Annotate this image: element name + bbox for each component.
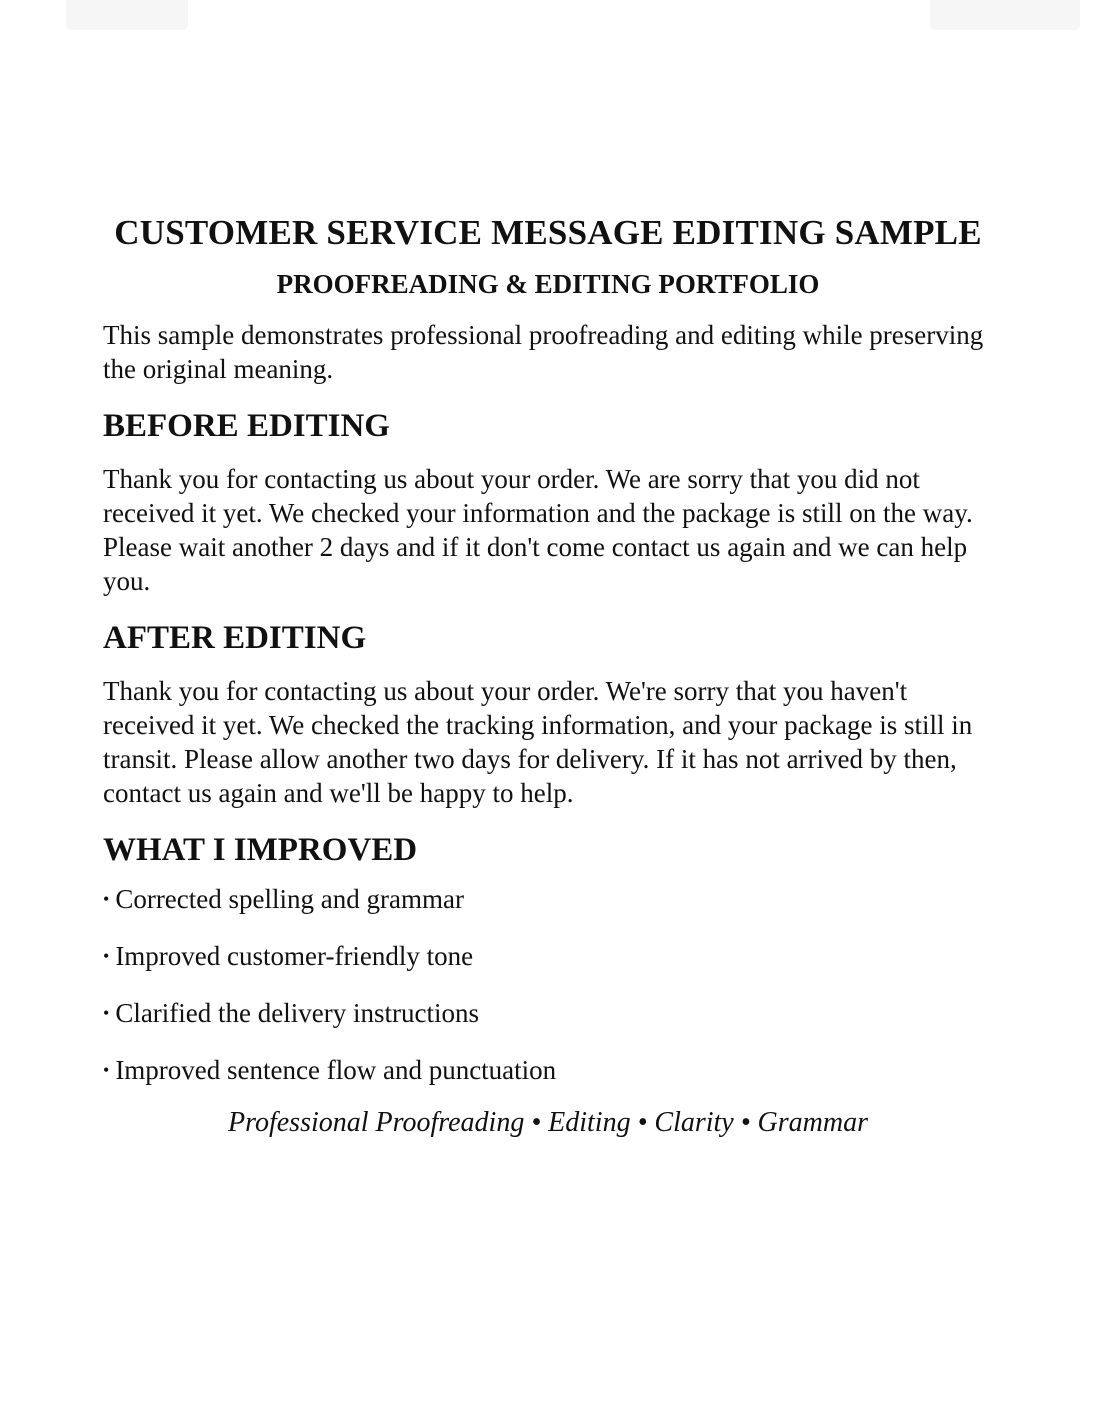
list-item (103, 1053, 993, 1090)
bullet-icon: • (103, 1003, 110, 1023)
top-left-shadow (66, 0, 188, 30)
improvements-heading: WHAT I IMPROVED (103, 832, 418, 868)
list-item-text: Clarified the delivery instructions (115, 998, 479, 1028)
before-editing-text: Thank you for contacting us about your order. We are sorry that you did not received it yet. We checked your information and the package is still on the way. Please wait another 2 days and if it don't come contact us again and we can help you. (103, 464, 973, 596)
bullet-icon: • (103, 889, 110, 909)
after-editing-heading: AFTER EDITING (103, 620, 367, 656)
document-subtitle: PROOFREADING & EDITING PORTFOLIO (276, 269, 820, 299)
before-editing-heading: BEFORE EDITING (103, 408, 390, 444)
intro-paragraph: This sample demonstrates professional proofreading and editing while preserving the original meaning. (103, 320, 984, 384)
improvements-list (103, 882, 993, 1090)
bullet-icon: • (103, 946, 110, 966)
document-title: CUSTOMER SERVICE MESSAGE EDITING SAMPLE (114, 213, 982, 252)
top-right-shadow (930, 0, 1080, 30)
list-item (103, 882, 993, 919)
list-item (103, 939, 993, 976)
bullet-icon: • (103, 1060, 110, 1080)
after-editing-text: Thank you for contacting us about your order. We're sorry that you haven't received it yet. We checked the tracking information, and your package is still in transit. Please allow another two days for delivery. If it has not arrived by then, contact us again and we'll be happy to help. (103, 676, 973, 808)
list-item (103, 996, 993, 1033)
footer-tagline: Professional Proofreading • Editing • Clarity • Grammar (228, 1107, 868, 1138)
list-item-text: Improved customer-friendly tone (115, 941, 474, 971)
list-item-text: Improved sentence flow and punctuation (115, 1055, 557, 1085)
document-page (103, 212, 993, 1140)
list-item-text: Corrected spelling and grammar (115, 884, 464, 914)
